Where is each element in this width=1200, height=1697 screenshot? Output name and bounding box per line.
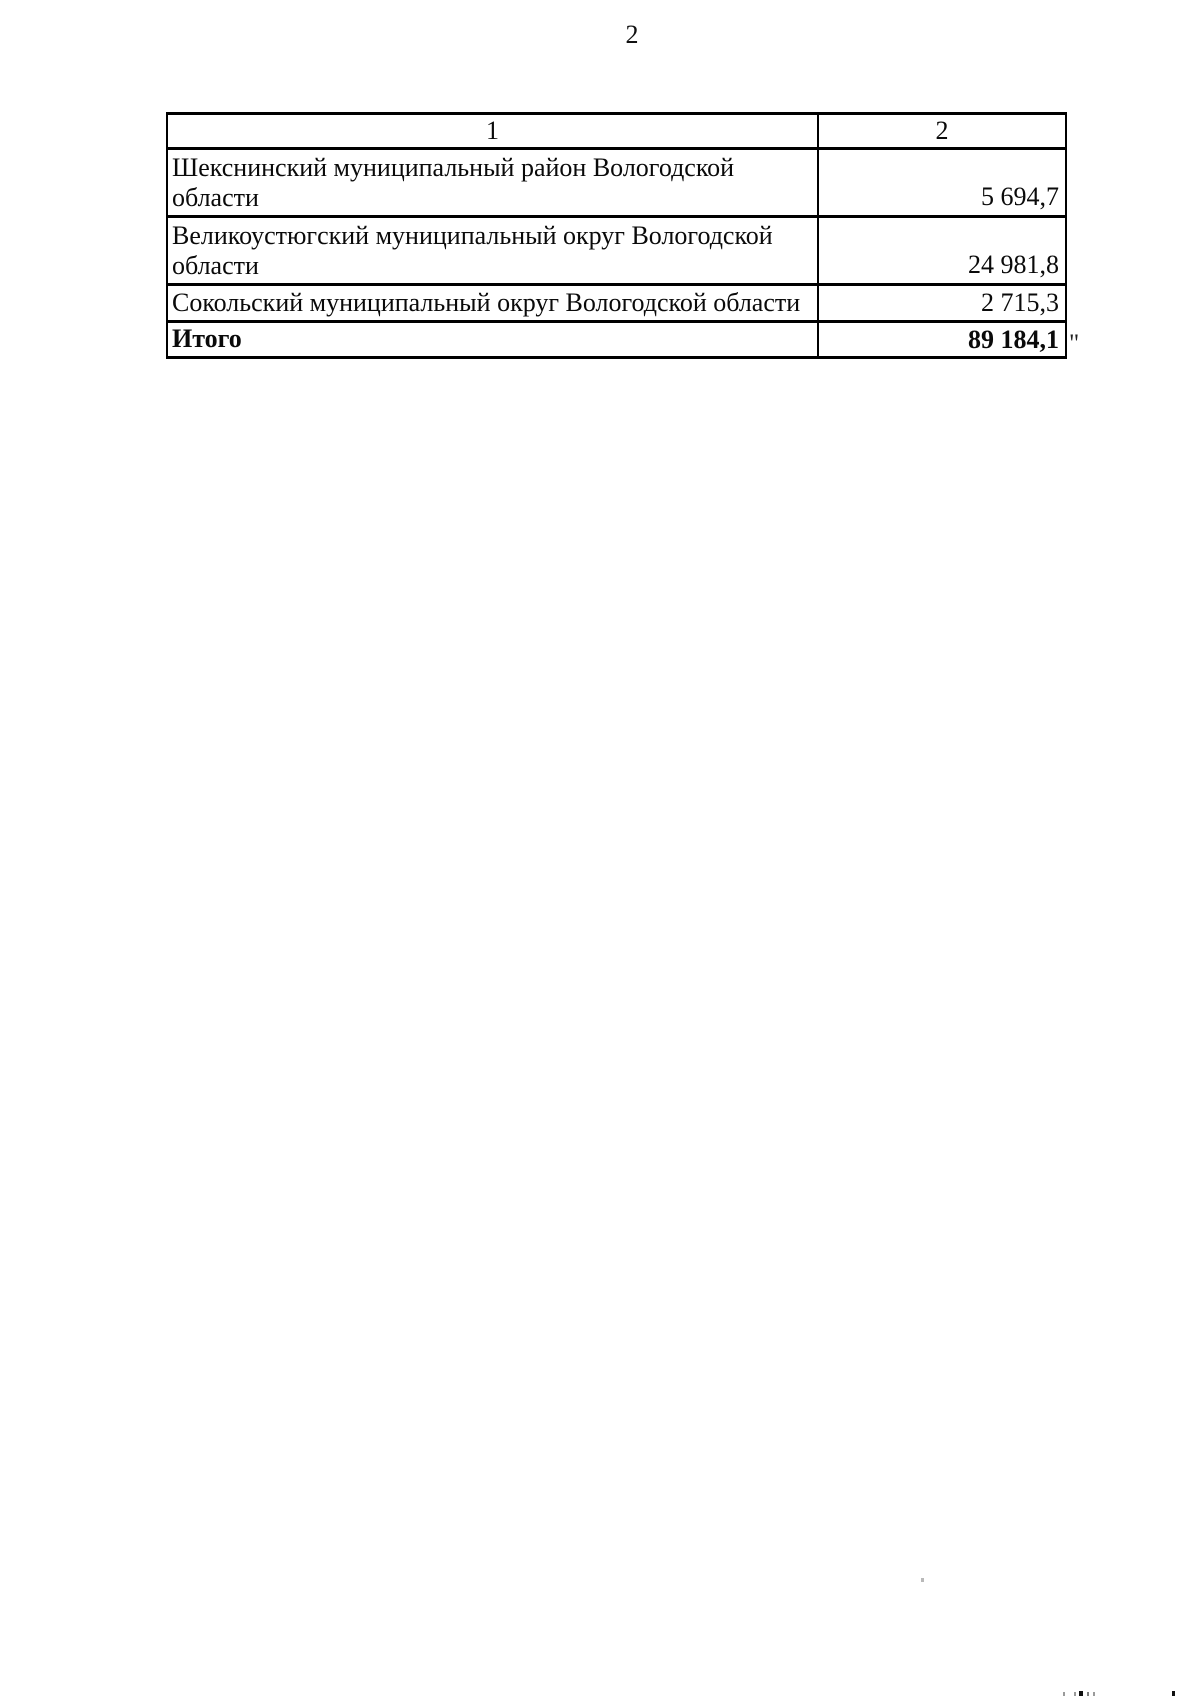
scan-tick	[1172, 1691, 1175, 1696]
municipality-name-cell	[167, 149, 818, 217]
table-row	[167, 285, 1066, 322]
municipality-name-cell	[167, 217, 818, 285]
closing-quote-mark: "	[1069, 330, 1080, 357]
municipality-name: Шекснинский муниципальный район Вологодской области	[172, 153, 735, 212]
scan-speck	[921, 1578, 924, 1582]
table-header-row	[167, 114, 1066, 149]
scan-tick	[1093, 1692, 1095, 1696]
table-row	[167, 217, 1066, 285]
amount-cell: 2 715,3	[818, 285, 1066, 322]
table-total-row	[167, 322, 1066, 358]
amount-cell: 24 981,8	[818, 217, 1066, 285]
municipality-name: Великоустюгский муниципальный округ Вологодской области	[172, 221, 773, 280]
page-number: 2	[625, 20, 639, 49]
municipalities-table	[166, 112, 1067, 359]
scan-tick	[1087, 1692, 1089, 1696]
total-label-cell: Итого	[167, 322, 818, 358]
amount-cell: 5 694,7	[818, 149, 1066, 217]
municipality-name-cell: Сокольский муниципальный округ Вологодской области	[167, 285, 818, 322]
scan-tick	[1063, 1692, 1065, 1696]
table-header-col2: 2	[818, 114, 1066, 149]
table-row	[167, 149, 1066, 217]
scan-tick	[1074, 1692, 1076, 1696]
scan-tick	[1079, 1691, 1083, 1696]
total-amount-cell: 89 184,1	[818, 322, 1066, 358]
table-header-col1: 1	[167, 114, 818, 149]
